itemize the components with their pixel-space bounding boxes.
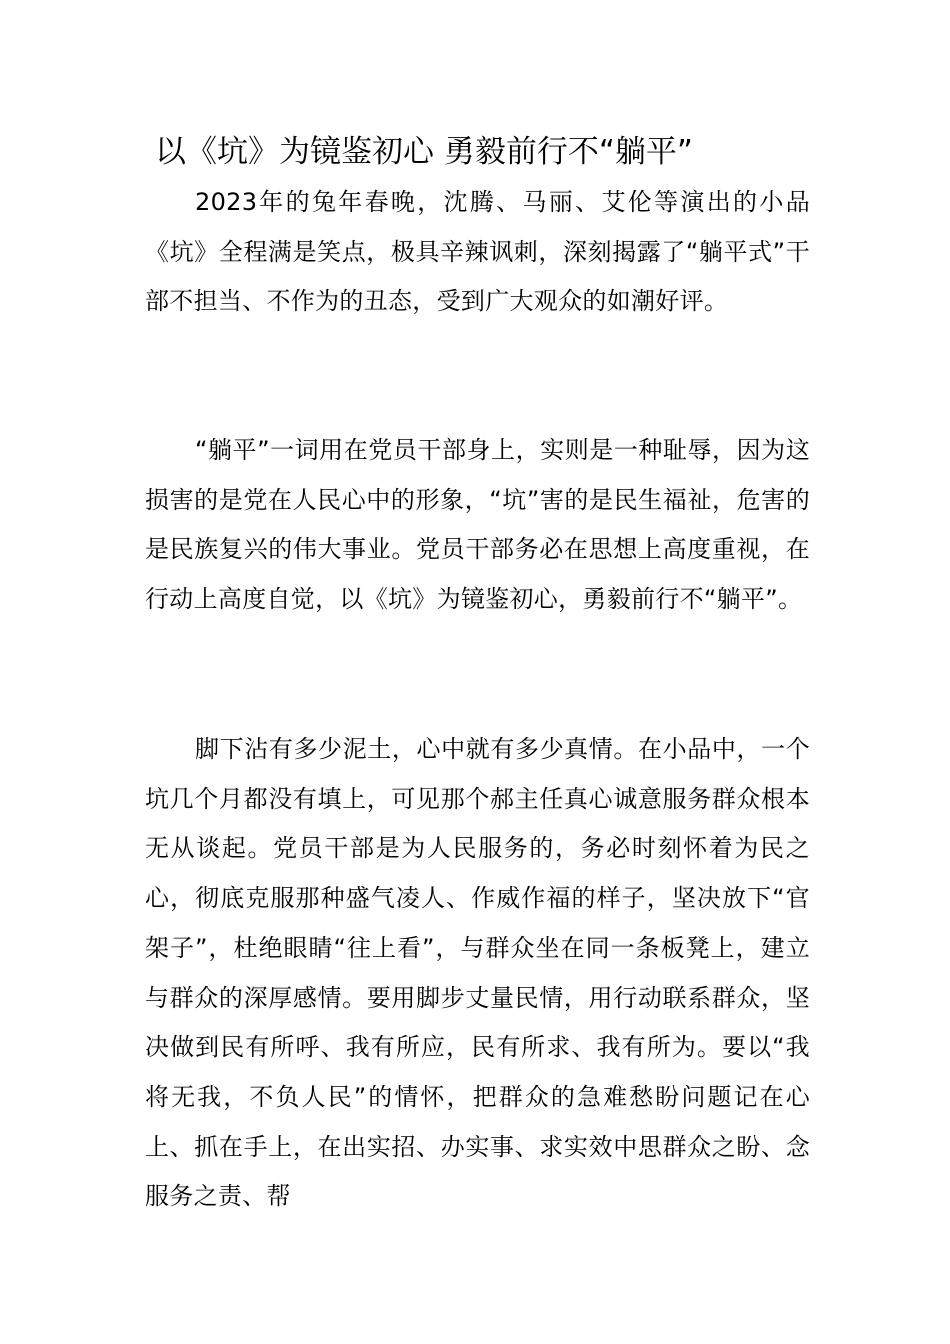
paragraph-3: 脚下沾有多少泥土，心中就有多少真情。在小品中，一个坑几个月都没有填上，可见那个郝主任真心诚意服务群众根本无从谈起。党员干部是为人民服务的，务必时刻怀着为民之心，彻底克服那种盛气凌人、作威作福的样子，坚决放下“官架子”，杜绝眼睛“往上看”，与群众坐在同一条板凳上，建立与群众的深厚感情。要用脚步丈量民情，用行动联系群众，坚决做到民有所呼、我有所应，民有所求、我有所为。要以“我将无我，不负人民”的情怀，把群众的急难愁盼问题记在心上、抓在手上，在出实招、办实事、求实效中思群众之盼、念服务之责、帮 — [145, 735, 810, 1211]
paragraph-2: “躺平”一词用在党员干部身上，实则是一种耻辱，因为这损害的是党在人民心中的形象，“坑”害的是民生福祉，危害的是民族复兴的伟大事业。党员干部务必在思想上高度重视，在行动上高度自觉，以《坑》为镜鉴初心，勇毅前行不“躺平”。 — [145, 436, 810, 614]
document-title: 以《坑》为镜鉴初心 勇毅前行不“躺平” — [155, 134, 693, 170]
paragraph-1: 2023年的兔年春晚，沈腾、马丽、艾伦等演出的小品《坑》全程满是笑点，极具辛辣讽刺，深刻揭露了“躺平式”干部不担当、不作为的丑态，受到广大观众的如潮好评。 — [145, 188, 810, 316]
